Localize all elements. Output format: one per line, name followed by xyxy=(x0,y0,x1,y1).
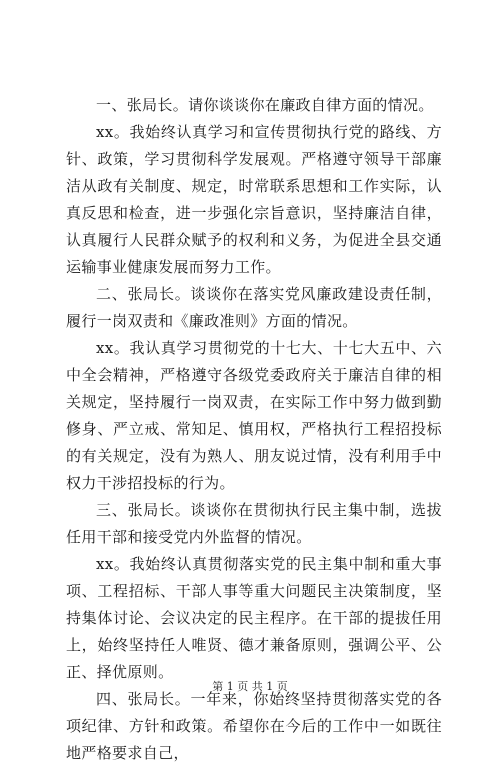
paragraph-answer-1: xx。我始终认真学习和宣传贯彻执行党的路线、方针、政策，学习贯彻科学发展观。严格遵守领导干部廉洁从政有关制度、规定，时常联系思想和工作实际，认真反思和检查，进一步强化宗旨意识，坚持廉洁自律，认真履行人民群众赋予的权利和义务，为促进全县交通运输事业健康发展而努力工作。 xyxy=(66,123,442,276)
paragraph-question-4: 四、张局长。一年来，你始终坚持贯彻落实党的各项纪律、方针和政策。希望你在今后的工作中一如既往地严格要求自己， xyxy=(66,690,442,762)
paragraph-question-3: 三、张局长。谈谈你在贯彻执行民主集中制，选拔任用干部和接受党内外监督的情况。 xyxy=(66,501,442,546)
paragraph-answer-3: xx。我始终认真贯彻落实党的民主集中制和重大事项、工程招标、干部人事等重大问题民主决策制度，坚持集体讨论、会议决定的民主程序。在干部的提拔任用上，始终坚持任人唯贤、德才兼备原则，强调公平、公正、择优原则。 xyxy=(66,555,442,681)
page-number-footer: 第 1 页 共 1 页 xyxy=(212,680,288,693)
paragraph-question-1: 一、张局长。请你谈谈你在廉政自律方面的情况。 xyxy=(96,96,434,114)
paragraph-answer-2: xx。我认真学习贯彻党的十七大、十七大五中、六中全会精神，严格遵守各级党委政府关于廉洁自律的相关规定，坚持履行一岗双责，在实际工作中努力做到勤修身、严立戒、常知足、慎用权，严格执行工程招投标的有关规定，没有为熟人、朋友说过情，没有利用手中权力干涉招投标的行为。 xyxy=(66,339,442,492)
paragraph-question-2: 二、张局长。谈谈你在落实党风廉政建设责任制，履行一岗双责和《廉政准则》方面的情况。 xyxy=(66,285,442,330)
document-body xyxy=(66,92,442,767)
